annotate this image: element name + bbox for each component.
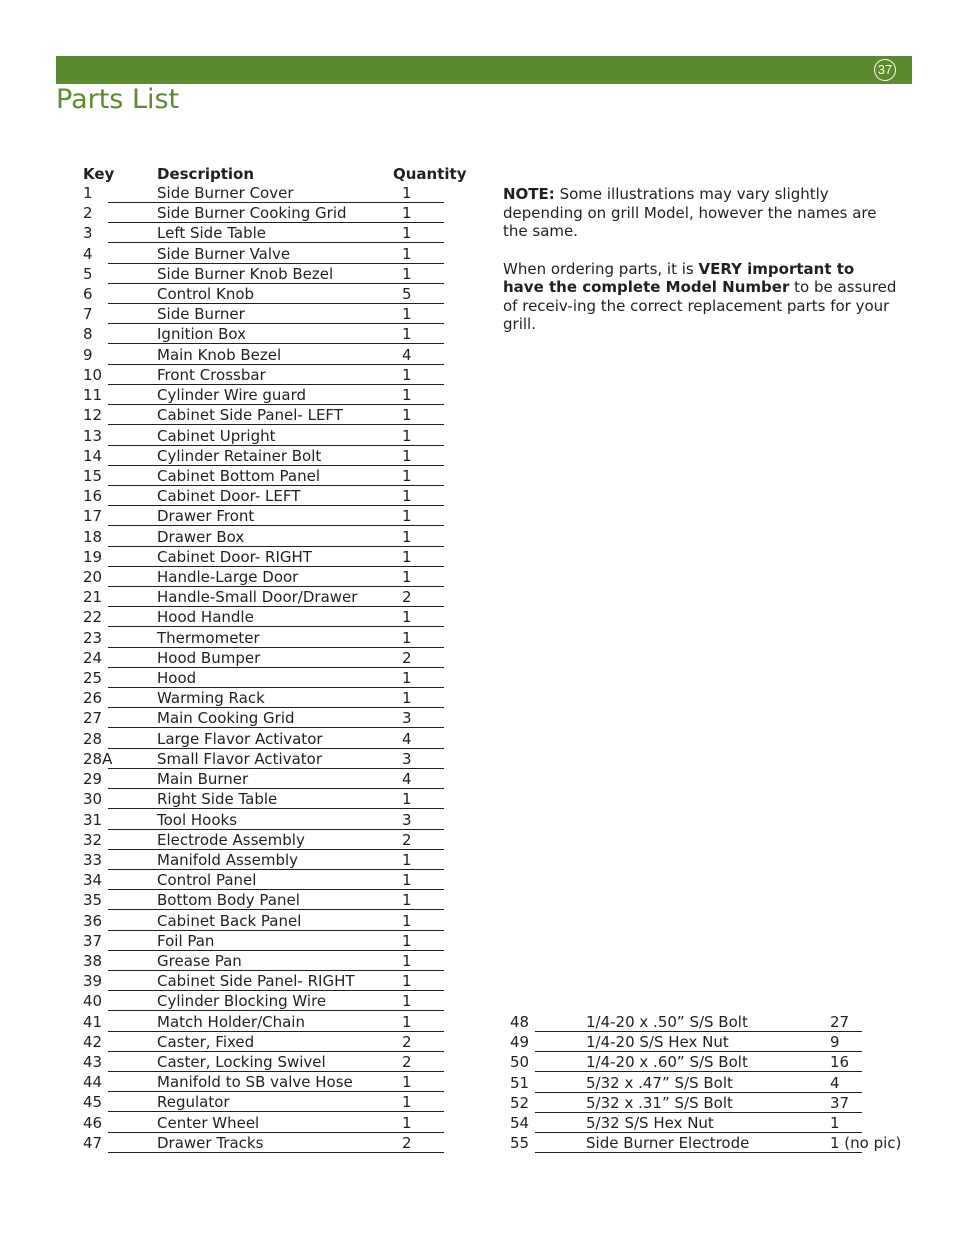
parts-row	[0, 770, 954, 790]
parts-row	[0, 992, 954, 1012]
parts-row	[0, 608, 954, 628]
row-underline	[535, 1031, 862, 1032]
part-quantity: 1	[402, 365, 412, 384]
part-key: 20	[83, 567, 103, 586]
parts-row	[0, 932, 954, 952]
part-key: 43	[83, 1053, 103, 1072]
row-underline	[108, 687, 444, 688]
part-description: Grease Pan	[157, 951, 242, 970]
part-key: 29	[83, 770, 103, 789]
part-quantity: 4	[830, 1073, 840, 1092]
part-description: Foil Pan	[157, 931, 215, 950]
part-description: Left Side Table	[157, 224, 266, 243]
part-quantity: 5	[402, 285, 412, 304]
part-quantity: 1	[402, 1073, 412, 1092]
part-key: 47	[83, 1133, 103, 1152]
row-underline	[108, 768, 444, 769]
part-description: Cabinet Door- RIGHT	[157, 547, 312, 566]
row-underline	[108, 505, 444, 506]
part-key: 44	[83, 1073, 103, 1092]
note-paragraph-illustrations: NOTE: Some illustrations may vary slightly depending on grill Model, however the names are the same.	[503, 185, 877, 240]
row-underline	[108, 424, 444, 425]
note-paragraph-ordering: When ordering parts, it is VERY important to have the complete Model Number to be assured of receiv-ing the correct replacement parts for your grill.	[503, 259, 897, 333]
parts-row	[0, 1114, 954, 1134]
part-key: 49	[510, 1033, 530, 1052]
parts-row	[0, 871, 954, 891]
part-description: Cabinet Back Panel	[157, 911, 302, 930]
row-underline	[535, 1092, 862, 1093]
part-description: Main Burner	[157, 770, 249, 789]
parts-row	[0, 709, 954, 729]
part-key: 27	[83, 709, 103, 728]
part-key: 11	[83, 386, 103, 405]
part-key: 30	[83, 790, 103, 809]
part-description: 1/4-20 x .50” S/S Bolt	[586, 1013, 748, 1031]
part-description: Main Knob Bezel	[157, 345, 282, 364]
row-underline	[108, 445, 444, 446]
parts-row	[0, 1094, 954, 1114]
parts-row	[0, 1074, 954, 1094]
part-description: Bottom Body Panel	[157, 891, 300, 910]
part-key: 3	[83, 224, 93, 243]
part-quantity: 1	[402, 224, 412, 243]
parts-row	[0, 427, 954, 447]
part-quantity: 3	[402, 749, 412, 768]
part-quantity: 4	[402, 729, 412, 748]
row-underline	[108, 222, 444, 223]
row-underline	[108, 1010, 444, 1011]
row-underline	[108, 889, 444, 890]
part-key: 8	[83, 325, 93, 344]
parts-row	[0, 507, 954, 527]
part-description: Front Crossbar	[157, 365, 266, 384]
part-quantity: 1	[402, 1012, 412, 1031]
part-key: 28	[83, 729, 103, 748]
row-underline	[108, 788, 444, 789]
description-column-header: Description	[157, 165, 255, 183]
part-description: Thermometer	[157, 628, 260, 647]
key-column-header: Key	[83, 165, 115, 183]
part-quantity: 1	[830, 1114, 840, 1132]
ordering-note	[503, 185, 898, 353]
parts-row	[0, 588, 954, 608]
part-description: Cabinet Door- LEFT	[157, 487, 301, 506]
part-key: 48	[510, 1013, 530, 1031]
part-key: 5	[83, 264, 93, 283]
part-quantity: 4	[402, 770, 412, 789]
parts-row	[0, 386, 954, 406]
part-key: 19	[83, 547, 103, 566]
part-description: 1/4-20 x .60” S/S Bolt	[586, 1053, 748, 1072]
part-description: Manifold Assembly	[157, 850, 299, 869]
part-key: 34	[83, 871, 103, 890]
row-underline	[108, 566, 444, 567]
part-quantity: 1	[402, 406, 412, 425]
part-quantity: 2	[402, 1053, 412, 1072]
part-quantity: 1	[402, 628, 412, 647]
part-quantity: 9	[830, 1033, 840, 1052]
part-description: Side Burner Cooking Grid	[157, 204, 347, 223]
row-underline	[108, 930, 444, 931]
part-key: 18	[83, 527, 103, 546]
part-key: 31	[83, 810, 103, 829]
part-description: Main Cooking Grid	[157, 709, 295, 728]
part-quantity: 37	[830, 1093, 850, 1112]
parts-row	[0, 629, 954, 649]
part-description: Handle-Small Door/Drawer	[157, 588, 358, 607]
part-description: Side Burner Knob Bezel	[157, 264, 334, 283]
part-key: 42	[83, 1032, 103, 1051]
part-description: 5/32 x .31” S/S Bolt	[586, 1093, 733, 1112]
part-description: Manifold to SB valve Hose	[157, 1073, 353, 1092]
part-key: 26	[83, 689, 103, 708]
part-key: 9	[83, 345, 93, 364]
part-description: Cabinet Side Panel- LEFT	[157, 406, 343, 425]
row-underline	[108, 647, 444, 648]
parts-row	[0, 952, 954, 972]
part-key: 24	[83, 648, 103, 667]
part-quantity: 1	[402, 850, 412, 869]
part-key: 37	[83, 931, 103, 950]
part-quantity: 1	[402, 446, 412, 465]
part-quantity: 2	[402, 1133, 412, 1152]
part-description: Side Burner	[157, 305, 245, 324]
parts-row	[0, 811, 954, 831]
part-key: 10	[83, 365, 103, 384]
part-description: 5/32 x .47” S/S Bolt	[586, 1073, 733, 1092]
parts-row	[0, 548, 954, 568]
parts-row	[0, 912, 954, 932]
part-key: 32	[83, 830, 103, 849]
row-underline	[108, 303, 444, 304]
parts-row	[0, 669, 954, 689]
part-key: 7	[83, 305, 93, 324]
part-description: Handle-Large Door	[157, 567, 299, 586]
part-quantity: 2	[402, 1032, 412, 1051]
part-quantity: 3	[402, 709, 412, 728]
part-description: Regulator	[157, 1093, 230, 1112]
part-description: Tool Hooks	[157, 810, 238, 829]
part-description: Side Burner Electrode	[586, 1134, 750, 1153]
part-key: 13	[83, 426, 103, 445]
row-underline	[108, 525, 444, 526]
part-quantity: 1	[402, 184, 412, 202]
part-key: 51	[510, 1073, 530, 1092]
part-key: 17	[83, 507, 103, 526]
part-quantity: 27	[830, 1013, 850, 1031]
part-quantity: 1	[402, 911, 412, 930]
row-underline	[108, 748, 444, 749]
part-quantity: 16	[830, 1053, 850, 1072]
part-description: Side Burner Valve	[157, 244, 291, 263]
part-description: Ignition Box	[157, 325, 247, 344]
row-underline	[108, 990, 444, 991]
parts-row	[0, 487, 954, 507]
parts-row	[0, 831, 954, 851]
part-quantity: 1	[402, 1113, 412, 1132]
part-description: Control Knob	[157, 285, 255, 304]
parts-row	[0, 649, 954, 669]
row-underline	[108, 667, 444, 668]
parts-row	[0, 406, 954, 426]
part-quantity: 1	[402, 204, 412, 223]
part-description: Warming Rack	[157, 689, 265, 708]
part-quantity: 1	[402, 305, 412, 324]
part-key: 36	[83, 911, 103, 930]
part-key: 25	[83, 669, 103, 688]
part-quantity: 1	[402, 426, 412, 445]
row-underline	[108, 343, 444, 344]
row-underline	[535, 1132, 862, 1133]
part-quantity: 1	[402, 567, 412, 586]
part-quantity: 1	[402, 891, 412, 910]
part-description: Side Burner Cover	[157, 184, 294, 202]
part-quantity: 1	[402, 871, 412, 890]
part-description: Large Flavor Activator	[157, 729, 323, 748]
row-underline	[108, 727, 444, 728]
part-key: 4	[83, 244, 93, 263]
part-description: Cylinder Retainer Bolt	[157, 446, 322, 465]
parts-row	[0, 851, 954, 871]
part-key: 46	[83, 1113, 103, 1132]
part-quantity: 1	[402, 689, 412, 708]
part-key: 12	[83, 406, 103, 425]
row-underline	[535, 1071, 862, 1072]
part-key: 50	[510, 1053, 530, 1072]
row-underline	[108, 606, 444, 607]
parts-row	[0, 568, 954, 588]
row-underline	[108, 263, 444, 264]
part-description: 5/32 S/S Hex Nut	[586, 1114, 714, 1132]
part-key: 35	[83, 891, 103, 910]
quantity-column-header: Quantity	[393, 165, 467, 183]
part-quantity: 1	[402, 608, 412, 627]
part-key: 28A	[83, 749, 113, 768]
row-underline	[108, 283, 444, 284]
part-quantity: 1	[402, 547, 412, 566]
row-underline	[108, 546, 444, 547]
row-underline	[108, 869, 444, 870]
part-quantity: 1	[402, 264, 412, 283]
parts-row	[0, 790, 954, 810]
part-description: Cabinet Upright	[157, 426, 276, 445]
part-description: Electrode Assembly	[157, 830, 305, 849]
part-description: Drawer Tracks	[157, 1133, 264, 1152]
part-description: Match Holder/Chain	[157, 1012, 305, 1031]
part-quantity: 1	[402, 992, 412, 1011]
part-description: Cabinet Bottom Panel	[157, 466, 320, 485]
part-quantity: 1	[402, 487, 412, 506]
part-quantity: 2	[402, 588, 412, 607]
part-quantity: 1	[402, 1093, 412, 1112]
part-key: 14	[83, 446, 103, 465]
part-quantity: 1	[402, 325, 412, 344]
part-description: Caster, Fixed	[157, 1032, 255, 1051]
row-underline	[108, 950, 444, 951]
part-quantity: 1	[402, 951, 412, 970]
part-quantity: 1	[402, 790, 412, 809]
part-description: Hood Handle	[157, 608, 254, 627]
parts-row	[0, 1033, 954, 1053]
part-key: 21	[83, 588, 103, 607]
row-underline	[108, 909, 444, 910]
part-key: 6	[83, 285, 93, 304]
part-key: 15	[83, 466, 103, 485]
parts-row	[0, 891, 954, 911]
part-description: Cylinder Wire guard	[157, 386, 307, 405]
part-key: 22	[83, 608, 103, 627]
part-description: Cylinder Blocking Wire	[157, 992, 327, 1011]
row-underline	[108, 242, 444, 243]
row-underline	[108, 626, 444, 627]
parts-row	[0, 1053, 954, 1073]
row-underline	[108, 485, 444, 486]
parts-row	[0, 750, 954, 770]
page-title: Parts List	[56, 84, 180, 115]
part-quantity: 1	[402, 507, 412, 526]
part-description: Center Wheel	[157, 1113, 260, 1132]
row-underline	[108, 202, 444, 203]
part-description: 1/4-20 S/S Hex Nut	[586, 1033, 729, 1052]
row-underline	[108, 404, 444, 405]
part-description: Hood Bumper	[157, 648, 261, 667]
part-key: 40	[83, 992, 103, 1011]
parts-row	[0, 1013, 954, 1033]
part-key: 45	[83, 1093, 103, 1112]
part-quantity: 1	[402, 386, 412, 405]
part-description: Drawer Front	[157, 507, 255, 526]
row-underline	[108, 586, 444, 587]
part-key: 38	[83, 951, 103, 970]
row-underline	[108, 808, 444, 809]
parts-row	[0, 730, 954, 750]
row-underline	[108, 323, 444, 324]
header-banner	[56, 56, 912, 84]
part-quantity: 1	[402, 244, 412, 263]
row-underline	[535, 1112, 862, 1113]
part-key: 39	[83, 972, 103, 991]
part-quantity: 1	[402, 466, 412, 485]
part-key: 55	[510, 1134, 530, 1153]
row-underline	[108, 384, 444, 385]
row-underline	[108, 364, 444, 365]
row-underline	[535, 1152, 862, 1153]
part-key: 2	[83, 204, 93, 223]
part-description: Right Side Table	[157, 790, 278, 809]
part-quantity: 3	[402, 810, 412, 829]
row-underline	[108, 465, 444, 466]
row-underline	[108, 849, 444, 850]
parts-row	[0, 366, 954, 386]
part-description: Cabinet Side Panel- RIGHT	[157, 972, 355, 991]
parts-row	[0, 447, 954, 467]
part-quantity: 2	[402, 830, 412, 849]
row-underline	[108, 707, 444, 708]
part-description: Control Panel	[157, 871, 257, 890]
part-key: 1	[83, 184, 93, 202]
page-number-badge: 37	[874, 59, 896, 81]
part-quantity: 1	[402, 931, 412, 950]
part-quantity: 1	[402, 527, 412, 546]
part-description: Caster, Locking Swivel	[157, 1053, 326, 1072]
parts-row	[0, 467, 954, 487]
parts-row	[0, 972, 954, 992]
part-key: 41	[83, 1012, 103, 1031]
part-key: 33	[83, 850, 103, 869]
part-quantity: 4	[402, 345, 412, 364]
part-key: 52	[510, 1093, 530, 1112]
part-description: Drawer Box	[157, 527, 245, 546]
parts-row	[0, 528, 954, 548]
row-underline	[108, 829, 444, 830]
part-key: 54	[510, 1114, 530, 1132]
part-quantity: 1 (no pic)	[830, 1134, 902, 1153]
part-key: 16	[83, 487, 103, 506]
part-quantity: 1	[402, 669, 412, 688]
parts-row	[0, 689, 954, 709]
part-quantity: 2	[402, 648, 412, 667]
part-description: Hood	[157, 669, 197, 688]
part-quantity: 1	[402, 972, 412, 991]
part-description: Small Flavor Activator	[157, 749, 322, 768]
part-key: 23	[83, 628, 103, 647]
row-underline	[108, 970, 444, 971]
row-underline	[535, 1051, 862, 1052]
parts-row	[0, 1134, 954, 1154]
